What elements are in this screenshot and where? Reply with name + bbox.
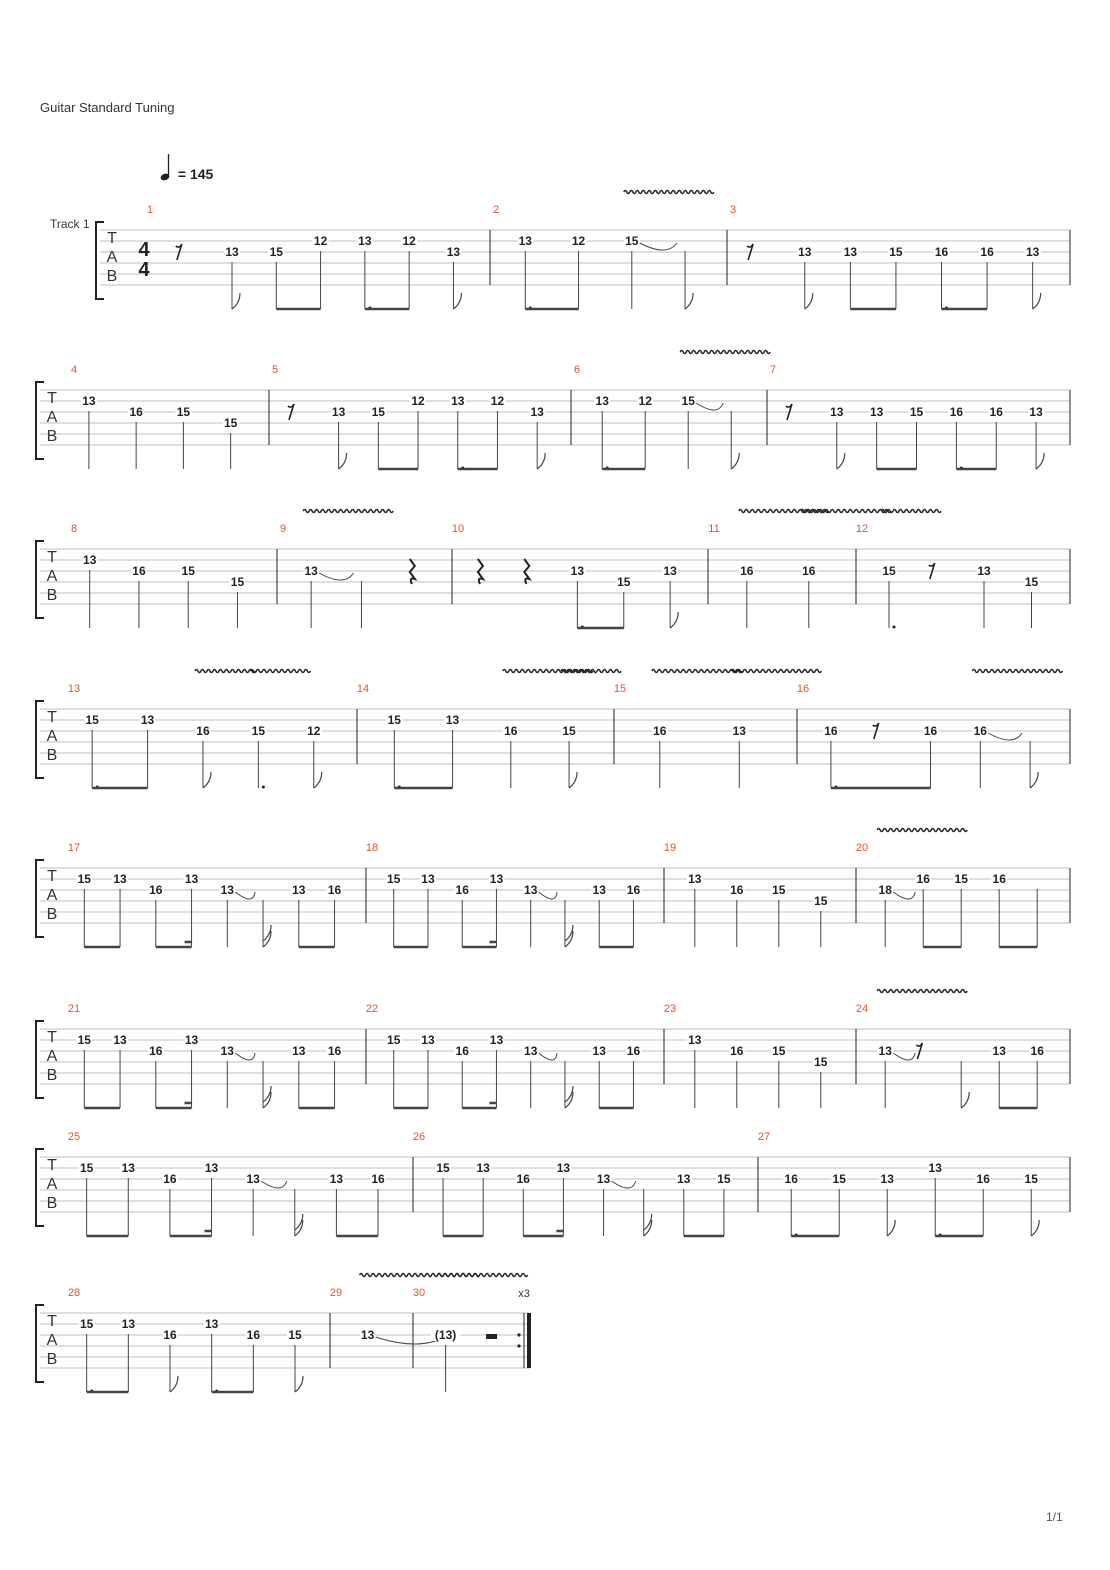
fret-number: 13: [869, 405, 884, 419]
final-barline: [527, 1313, 531, 1368]
fret-number: 15: [223, 416, 238, 430]
tab-clef-b: B: [46, 587, 58, 604]
fret-number: 13: [592, 1044, 606, 1058]
fret-number: 15: [617, 575, 631, 589]
fret-number: 15: [625, 234, 639, 248]
fret-number: 16: [196, 724, 210, 738]
tab-clef-a: A: [46, 568, 58, 585]
eighth-flag: [887, 1220, 895, 1236]
measure-number: 6: [573, 364, 581, 376]
fret-number: 13: [524, 1044, 538, 1058]
fret-number: 13: [489, 872, 504, 886]
fret-number: 16: [371, 1172, 385, 1186]
vibrato-mark: [972, 670, 1062, 673]
fret-number: 16: [989, 405, 1003, 419]
fret-number: 13: [184, 1033, 199, 1047]
fret-number: 12: [307, 724, 321, 738]
fret-number: 15: [1024, 575, 1039, 589]
tab-clef-t: T: [47, 1029, 57, 1046]
fret-number: 13: [880, 1172, 894, 1186]
fret-number: 15: [832, 1172, 846, 1186]
system-bracket: [36, 1149, 44, 1226]
tie-arc: [612, 1181, 636, 1188]
system-bracket: [36, 1021, 44, 1098]
eighth-flag: [537, 453, 545, 469]
fret-number: 13: [292, 883, 306, 897]
fret-number: 13: [688, 1033, 702, 1047]
tie-arc: [893, 1053, 915, 1060]
fret-number: 12: [638, 394, 652, 408]
fret-number: 16: [626, 1044, 641, 1058]
eighth-flag: [961, 1092, 969, 1108]
fret-number: 16: [824, 724, 838, 738]
tie-arc: [988, 733, 1022, 740]
fret-number: 15: [251, 724, 266, 738]
tab-clef-a: A: [46, 1332, 58, 1349]
fret-number: 13: [331, 405, 346, 419]
tie-arc: [539, 1053, 557, 1060]
tab-clef-a: A: [46, 887, 58, 904]
fret-number: 13: [596, 1172, 611, 1186]
fret-number: 16: [740, 564, 754, 578]
fret-number: 15: [288, 1328, 302, 1342]
tab-clef-a: A: [46, 1048, 58, 1065]
fret-number: 15: [387, 713, 401, 727]
fret-number: 15: [176, 405, 191, 419]
fret-number: 13: [445, 713, 460, 727]
measure-number: 9: [279, 523, 287, 535]
fret-number: 16: [516, 1172, 530, 1186]
tab-clef-t: T: [47, 549, 57, 566]
tie-arc: [640, 243, 677, 250]
quarter-rest: [410, 559, 415, 584]
vibrato-mark: [881, 510, 941, 513]
fret-number: 15: [814, 894, 828, 908]
system-bracket: [36, 1305, 44, 1382]
fret-number: 13: [677, 1172, 691, 1186]
time-signature-top: 4: [138, 239, 150, 261]
fret-number: 18: [878, 883, 892, 897]
fret-number: 13: [476, 1161, 490, 1175]
fret-number: 15: [1024, 1172, 1038, 1186]
fret-number: 13: [489, 1033, 504, 1047]
fret-number: 13: [246, 1172, 260, 1186]
eighth-flag: [1030, 772, 1038, 788]
vibrato-mark: [561, 670, 621, 673]
fret-number: 15: [79, 1317, 94, 1331]
fret-number: 15: [181, 564, 195, 578]
fret-number: 13: [360, 1328, 375, 1342]
fret-number: 15: [436, 1161, 450, 1175]
measure-number: 18: [365, 842, 379, 854]
fret-number: 16: [455, 883, 469, 897]
fret-number: 15: [882, 564, 896, 578]
tab-clef-b: B: [46, 1195, 58, 1212]
system-bracket: [96, 222, 104, 299]
fret-number: 15: [77, 872, 91, 886]
tie-arc: [261, 1181, 287, 1188]
eighth-flag: [170, 1376, 178, 1392]
fret-number: 16: [246, 1328, 261, 1342]
fret-number: 15: [909, 405, 924, 419]
tempo-value: = 145: [177, 166, 214, 182]
quarter-rest: [524, 559, 529, 584]
eighth-flag: [670, 612, 678, 628]
measure-number: 28: [67, 1287, 81, 1299]
measure-number: 17: [67, 842, 81, 854]
eighth-flag: [1031, 1220, 1039, 1236]
fret-number: 13: [843, 245, 858, 259]
fret-number: 13: [358, 234, 372, 248]
measure-number: 2: [492, 204, 500, 216]
system-bracket: [36, 382, 44, 459]
measure-number: 3: [729, 204, 737, 216]
measure-number: 30: [412, 1287, 426, 1299]
fret-number: 13: [204, 1161, 219, 1175]
tab-clef-t: T: [107, 230, 117, 247]
fret-number: 15: [772, 1044, 786, 1058]
fret-number: 13: [518, 234, 532, 248]
half-rest: [486, 1334, 497, 1339]
fret-number: 13: [451, 394, 465, 408]
vibrato-mark: [652, 670, 742, 673]
measure-number: 27: [757, 1131, 771, 1143]
tab-clef-t: T: [47, 709, 57, 726]
fret-number: 13: [592, 883, 606, 897]
repeat-dot: [517, 1333, 520, 1336]
tab-clef-t: T: [47, 1313, 57, 1330]
fret-number: 15: [85, 713, 99, 727]
fret-number: 12: [571, 234, 586, 248]
tie-arc: [893, 892, 915, 899]
fret-number: 16: [992, 872, 1006, 886]
tie-arc: [696, 403, 723, 410]
eighth-flag: [805, 293, 813, 309]
fret-number: 13: [82, 394, 96, 408]
measure-number: 15: [613, 683, 627, 695]
fret-number: 13: [556, 1161, 571, 1175]
tab-clef-b: B: [46, 1351, 58, 1368]
measure-number: 1: [146, 204, 154, 216]
fret-number: 13: [113, 872, 127, 886]
tie-arc: [539, 892, 557, 899]
system-bracket: [36, 860, 44, 937]
fret-number: 13: [225, 245, 239, 259]
measure-number: 24: [855, 1003, 869, 1015]
measure-number: 23: [663, 1003, 677, 1015]
fret-number: 13: [570, 564, 585, 578]
tab-clef-a: A: [46, 1176, 58, 1193]
eighth-flag: [1033, 293, 1041, 309]
eighth-flag: [837, 453, 845, 469]
fret-number: 15: [387, 1033, 401, 1047]
fret-number: 16: [802, 564, 816, 578]
track-label: Track 1: [50, 217, 90, 231]
fret-number: 16: [934, 245, 949, 259]
fret-number: 13: [663, 564, 677, 578]
measure-number: 4: [70, 364, 78, 376]
fret-number: 15: [814, 1055, 828, 1069]
fret-number: 13: [830, 405, 844, 419]
fret-number: 16: [149, 1044, 163, 1058]
fret-number: 15: [954, 872, 968, 886]
tab-clef-b: B: [46, 428, 58, 445]
fret-number: 13: [184, 872, 199, 886]
vibrato-mark: [438, 1274, 528, 1277]
fret-number: 16: [916, 872, 930, 886]
tab-clef-t: T: [47, 868, 57, 885]
fret-number: 13: [329, 1172, 344, 1186]
measure-number: 13: [67, 683, 81, 695]
fret-number: 16: [327, 883, 342, 897]
fret-number: 13: [140, 713, 155, 727]
fret-number: 15: [681, 394, 695, 408]
fret-number: 13: [928, 1161, 942, 1175]
fret-number: 15: [79, 1161, 94, 1175]
fret-number: 16: [129, 405, 143, 419]
measure-number: 8: [70, 523, 78, 535]
fret-number: 16: [455, 1044, 469, 1058]
fret-number: 13: [421, 1033, 435, 1047]
tuning-label: Guitar Standard Tuning: [40, 100, 175, 115]
fret-number: 16: [504, 724, 518, 738]
time-signature-bottom: 4: [138, 259, 150, 281]
fret-number: 13: [878, 1044, 892, 1058]
vibrato-mark: [731, 670, 821, 673]
measure-number: 29: [329, 1287, 343, 1299]
tab-clef-b: B: [46, 1067, 58, 1084]
fret-number: (13): [434, 1328, 457, 1342]
fret-number: 13: [204, 1317, 219, 1331]
eighth-flag: [339, 453, 347, 469]
fret-number: 13: [121, 1317, 136, 1331]
measure-number: 12: [855, 523, 869, 535]
tie-arc: [235, 892, 255, 899]
vibrato-mark: [303, 510, 393, 513]
tie-arc: [235, 1053, 255, 1060]
vibrato-mark: [195, 670, 255, 673]
fret-number: 13: [530, 405, 544, 419]
vibrato-mark: [250, 670, 310, 673]
vibrato-mark: [680, 351, 770, 354]
fret-number: 16: [949, 405, 964, 419]
measure-number: 16: [796, 683, 810, 695]
fret-number: 12: [490, 394, 505, 408]
dotted-note-dot: [893, 626, 896, 629]
quarter-rest: [478, 559, 483, 584]
fret-number: 16: [132, 564, 146, 578]
fret-number: 12: [402, 234, 416, 248]
vibrato-mark: [877, 829, 967, 832]
fret-number: 13: [992, 1044, 1006, 1058]
eighth-flag: [1036, 453, 1044, 469]
repeat-count: x3: [518, 1288, 530, 1300]
measure-number: 5: [271, 364, 279, 376]
measure-number: 7: [769, 364, 777, 376]
fret-number: 16: [784, 1172, 798, 1186]
fret-number: 13: [220, 1044, 234, 1058]
eighth-flag: [203, 772, 211, 788]
measure-number: 11: [708, 523, 720, 535]
fret-number: 13: [446, 245, 461, 259]
fret-number: 15: [230, 575, 245, 589]
system-bracket: [36, 701, 44, 778]
tab-clef-b: B: [106, 268, 118, 285]
fret-number: 16: [973, 724, 987, 738]
fret-number: 12: [411, 394, 425, 408]
fret-number: 15: [889, 245, 903, 259]
eighth-flag: [232, 293, 240, 309]
vibrato-mark: [877, 990, 967, 993]
fret-number: 15: [387, 872, 401, 886]
eighth-flag: [569, 772, 577, 788]
fret-number: 16: [149, 883, 163, 897]
tab-clef-t: T: [47, 1157, 57, 1174]
fret-number: 15: [77, 1033, 91, 1047]
fret-number: 16: [976, 1172, 990, 1186]
measure-number: 26: [412, 1131, 426, 1143]
vibrato-mark: [624, 191, 714, 194]
fret-number: 13: [798, 245, 812, 259]
fret-number: 13: [220, 883, 234, 897]
fret-number: 16: [980, 245, 994, 259]
fret-number: 13: [977, 564, 991, 578]
measure-number: 22: [365, 1003, 379, 1015]
fret-number: 16: [730, 883, 744, 897]
fret-number: 15: [717, 1172, 731, 1186]
page-number: 1/1: [1046, 1510, 1063, 1524]
tab-clef-a: A: [46, 728, 58, 745]
dotted-note-dot: [262, 786, 265, 789]
fret-number: 13: [304, 564, 318, 578]
measure-number: 20: [855, 842, 869, 854]
eighth-flag: [453, 293, 461, 309]
fret-number: 13: [732, 724, 746, 738]
tie-arc: [319, 573, 353, 580]
fret-number: 13: [1025, 245, 1040, 259]
repeat-dot: [517, 1344, 520, 1347]
tab-clef-a: A: [106, 249, 118, 266]
tab-clef-a: A: [46, 409, 58, 426]
measure-number: 19: [663, 842, 677, 854]
fret-number: 13: [121, 1161, 135, 1175]
measure-number: 21: [67, 1003, 81, 1015]
eighth-flag: [731, 453, 739, 469]
measure-number: 14: [356, 683, 370, 695]
fret-number: 16: [163, 1172, 177, 1186]
fret-number: 13: [595, 394, 609, 408]
fret-number: 16: [730, 1044, 744, 1058]
measure-number: 10: [451, 523, 465, 535]
fret-number: 13: [524, 883, 538, 897]
measure-number: 25: [67, 1131, 81, 1143]
fret-number: 13: [113, 1033, 127, 1047]
fret-number: 15: [269, 245, 283, 259]
fret-number: 13: [421, 872, 435, 886]
eighth-flag: [685, 293, 693, 309]
fret-number: 16: [327, 1044, 342, 1058]
fret-number: 15: [562, 724, 576, 738]
fret-number: 12: [313, 234, 328, 248]
fret-number: 16: [626, 883, 641, 897]
tab-clef-t: T: [47, 390, 57, 407]
fret-number: 13: [1029, 405, 1043, 419]
fret-number: 16: [653, 724, 667, 738]
eighth-flag: [314, 772, 322, 788]
fret-number: 13: [83, 553, 97, 567]
fret-number: 15: [772, 883, 786, 897]
fret-number: 13: [292, 1044, 306, 1058]
fret-number: 13: [688, 872, 702, 886]
tab-clef-b: B: [46, 906, 58, 923]
system-bracket: [36, 541, 44, 618]
fret-number: 16: [1030, 1044, 1044, 1058]
eighth-flag: [295, 1376, 303, 1392]
fret-number: 16: [163, 1328, 177, 1342]
fret-number: 16: [923, 724, 938, 738]
tab-clef-b: B: [46, 747, 58, 764]
fret-number: 15: [371, 405, 385, 419]
